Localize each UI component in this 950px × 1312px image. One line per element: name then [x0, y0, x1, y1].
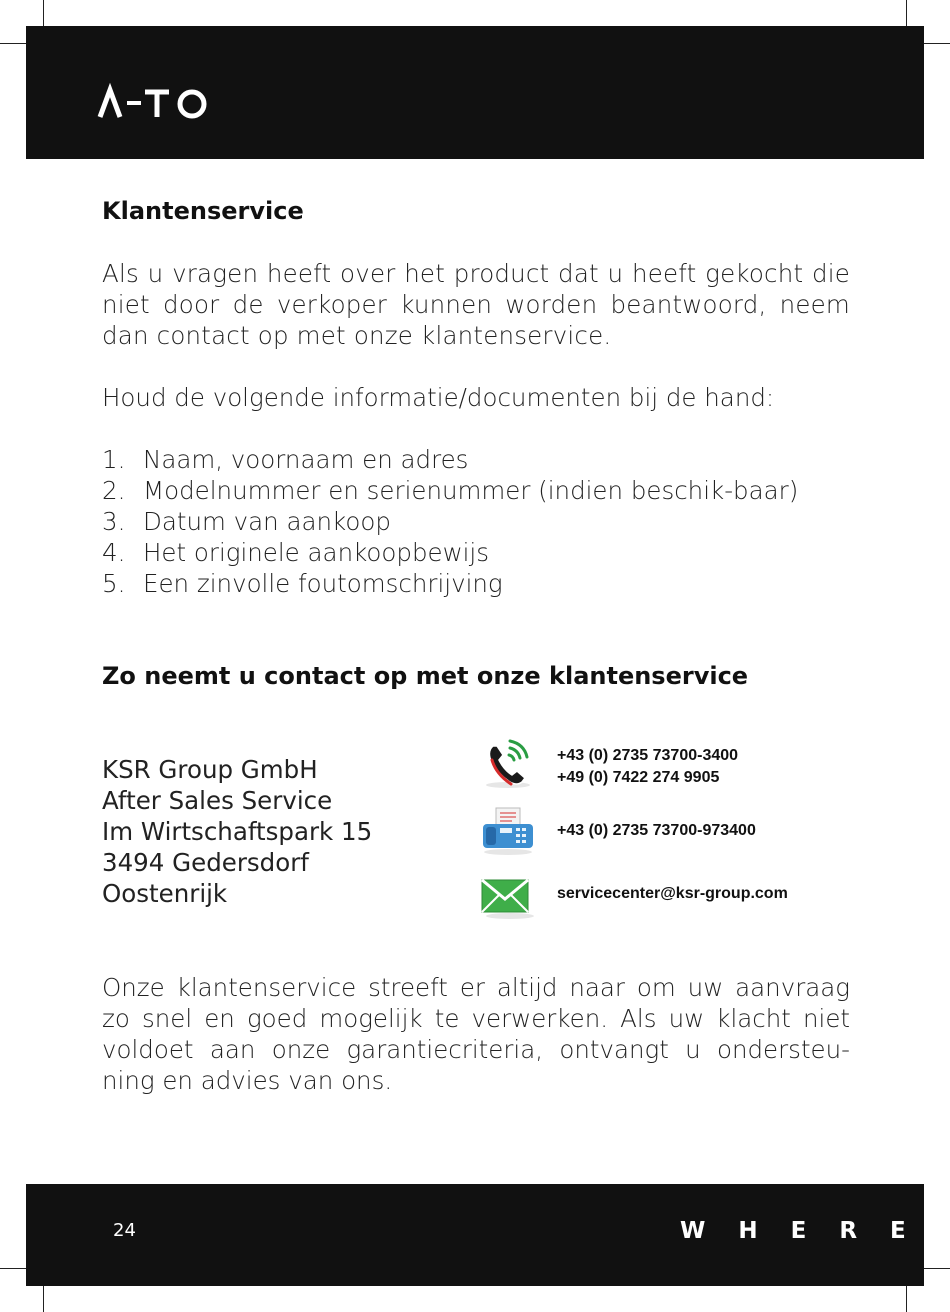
address-line: Oostenrijk: [102, 879, 228, 908]
list-item: [102, 506, 850, 537]
crop-mark: [906, 0, 907, 26]
address-line: KSR Group GmbH: [102, 755, 318, 784]
list-number: 4.: [102, 538, 126, 567]
phone-icon: [480, 738, 536, 790]
list-text: Naam, voornaam en adres: [143, 445, 469, 474]
list-item: [102, 475, 850, 506]
fax-number[interactable]: +43 (0) 2735 73700-973400: [557, 822, 756, 839]
crop-mark: [924, 1268, 950, 1269]
list-number: 5.: [102, 569, 126, 598]
address-line: After Sales Service: [102, 786, 333, 815]
page-number: 24: [113, 1220, 136, 1241]
list-number: 1.: [102, 445, 126, 474]
section-title: Klantenservice: [102, 197, 304, 225]
ato-logo: [96, 80, 226, 124]
crop-mark: [0, 43, 26, 44]
address-line: 3494 Gedersdorf: [102, 848, 309, 877]
mail-icon: [480, 870, 536, 922]
email-address[interactable]: servicecenter@ksr-group.com: [557, 885, 788, 902]
crop-mark: [906, 1286, 907, 1312]
phone-numbers: [557, 745, 738, 789]
list-text: Het originele aankoopbewijs: [143, 538, 489, 567]
list-number: 2.: [102, 476, 126, 505]
crop-mark: [43, 1286, 44, 1312]
crop-mark: [0, 1268, 26, 1269]
contact-title: Zo neemt u contact op met onze klantenservice: [102, 662, 749, 690]
prepare-paragraph: Houd de volgende informatie/documenten bij de hand:: [102, 383, 775, 412]
list-text: Modelnummer en serienummer (indien beschik-baar): [143, 476, 799, 505]
list-text: Een zinvolle foutomschrijving: [143, 569, 503, 598]
crop-mark: [43, 0, 44, 26]
list-item: [102, 444, 850, 475]
phone-number[interactable]: +49 (0) 7422 274 9905: [557, 769, 720, 786]
footer-brand-word: WHERE: [680, 1218, 939, 1244]
company-address: [102, 754, 372, 909]
phone-number[interactable]: +43 (0) 2735 73700-3400: [557, 747, 739, 764]
outro-paragraph: Onze klantenservice streeft er altijd naar om uw aanvraag zo snel en goed mogelijk te verwerken. Als uw klacht niet voldoet aan onze garantiecriteria, ontvangt u ondersteu-ning en advies van ons.: [102, 973, 850, 1095]
crop-mark: [924, 43, 950, 44]
list-item: [102, 537, 850, 568]
intro-paragraph: Als u vragen heeft over het product dat u heeft gekocht die niet door de verkoper kunnen worden beantwoord, neem dan contact op met onze klantenservice.: [102, 259, 850, 350]
list-text: Datum van aankoop: [143, 507, 391, 536]
document-list: [102, 444, 850, 599]
fax-icon: [480, 804, 536, 856]
list-number: 3.: [102, 507, 126, 536]
address-line: Im Wirtschaftspark 15: [102, 817, 373, 846]
list-item: [102, 568, 850, 599]
